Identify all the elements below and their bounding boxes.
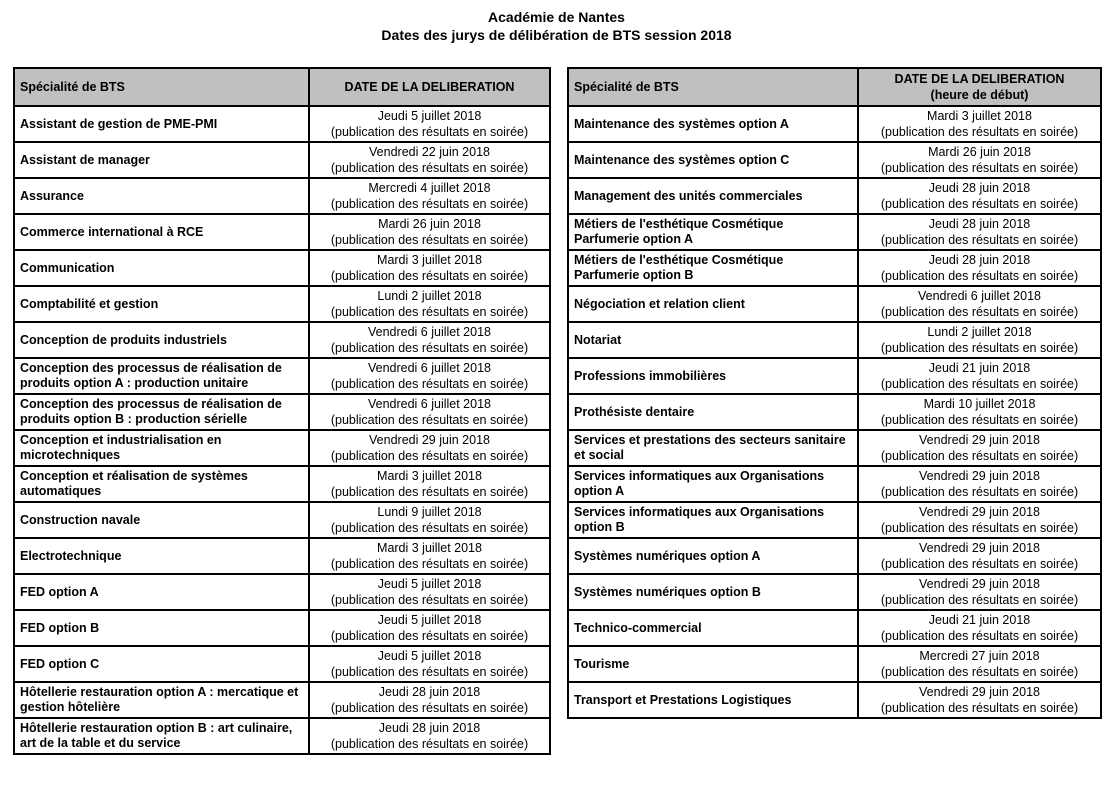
specialty-cell: Systèmes numériques option A — [568, 538, 858, 574]
specialty-column-header: Spécialité de BTS — [14, 68, 309, 106]
table-row — [14, 250, 550, 286]
date-cell — [309, 322, 550, 358]
publication-note: (publication des résultats en soirée) — [330, 485, 529, 499]
date-cell — [858, 682, 1101, 718]
date-column-header — [858, 68, 1101, 106]
publication-note: (publication des résultats en soirée) — [330, 197, 529, 211]
specialty-cell: Métiers de l'esthétique Cosmétique Parfumerie option A — [568, 214, 858, 250]
date-cell — [858, 646, 1101, 682]
specialty-cell: Prothésiste dentaire — [568, 394, 858, 430]
publication-note: (publication des résultats en soirée) — [330, 449, 529, 463]
table-row — [568, 610, 1101, 646]
table-row — [14, 502, 550, 538]
date-cell — [858, 250, 1101, 286]
specialty-cell: Technico-commercial — [568, 610, 858, 646]
tables-container — [13, 67, 1113, 755]
deliberation-date: Jeudi 5 juillet 2018 — [377, 649, 482, 663]
deliberation-date: Vendredi 29 juin 2018 — [919, 505, 1040, 519]
bts-table-right — [567, 67, 1102, 719]
specialty-cell: Services et prestations des secteurs sanitaire et social — [568, 430, 858, 466]
specialty-cell: Hôtellerie restauration option A : mercatique et gestion hôtelière — [14, 682, 309, 718]
date-cell — [309, 214, 550, 250]
publication-note: (publication des résultats en soirée) — [330, 233, 529, 247]
table-row — [14, 178, 550, 214]
table-right-body — [568, 106, 1101, 718]
publication-note: (publication des résultats en soirée) — [880, 269, 1079, 283]
date-cell — [309, 610, 550, 646]
bts-table-left — [13, 67, 551, 755]
publication-note: (publication des résultats en soirée) — [880, 593, 1079, 607]
specialty-cell: Systèmes numériques option B — [568, 574, 858, 610]
table-row — [568, 214, 1101, 250]
table-row — [568, 106, 1101, 142]
specialty-cell: Conception des processus de réalisation de produits option B : production sérielle — [14, 394, 309, 430]
specialty-cell: Maintenance des systèmes option C — [568, 142, 858, 178]
table-right-header — [568, 68, 1101, 106]
date-cell — [309, 394, 550, 430]
table-row — [568, 538, 1101, 574]
publication-note: (publication des résultats en soirée) — [880, 629, 1079, 643]
specialty-cell: Comptabilité et gestion — [14, 286, 309, 322]
publication-note: (publication des résultats en soirée) — [330, 305, 529, 319]
deliberation-date: Jeudi 21 juin 2018 — [928, 361, 1031, 375]
publication-note: (publication des résultats en soirée) — [880, 197, 1079, 211]
publication-note: (publication des résultats en soirée) — [880, 449, 1079, 463]
deliberation-date: Jeudi 5 juillet 2018 — [377, 109, 482, 123]
specialty-cell: Electrotechnique — [14, 538, 309, 574]
date-cell — [858, 394, 1101, 430]
deliberation-date: Vendredi 6 juillet 2018 — [367, 361, 491, 375]
publication-note: (publication des résultats en soirée) — [330, 269, 529, 283]
table-left-body — [14, 106, 550, 754]
table-row — [568, 646, 1101, 682]
specialty-cell: FED option B — [14, 610, 309, 646]
deliberation-date: Vendredi 6 juillet 2018 — [917, 289, 1041, 303]
table-row — [14, 718, 550, 754]
deliberation-date: Vendredi 29 juin 2018 — [919, 433, 1040, 447]
specialty-cell: Conception et industrialisation en microtechniques — [14, 430, 309, 466]
table-row — [568, 430, 1101, 466]
specialty-cell: Management des unités commerciales — [568, 178, 858, 214]
date-cell — [309, 646, 550, 682]
date-cell — [309, 286, 550, 322]
publication-note: (publication des résultats en soirée) — [880, 413, 1079, 427]
table-row — [14, 574, 550, 610]
table-row — [14, 466, 550, 502]
publication-note: (publication des résultats en soirée) — [330, 377, 529, 391]
deliberation-date: Mardi 3 juillet 2018 — [927, 109, 1032, 123]
date-column-header — [309, 68, 550, 106]
publication-note: (publication des résultats en soirée) — [880, 233, 1079, 247]
table-row — [568, 178, 1101, 214]
table-row — [568, 358, 1101, 394]
date-cell — [309, 466, 550, 502]
header-row — [14, 68, 550, 106]
specialty-cell: Conception de produits industriels — [14, 322, 309, 358]
table-row — [568, 682, 1101, 718]
page-title-line1: Académie de Nantes — [488, 9, 625, 25]
date-cell — [309, 250, 550, 286]
deliberation-date: Mardi 26 juin 2018 — [378, 217, 481, 231]
publication-note: (publication des résultats en soirée) — [880, 305, 1079, 319]
specialty-cell: FED option A — [14, 574, 309, 610]
specialty-cell: Construction navale — [14, 502, 309, 538]
date-header-line1: DATE DE LA DELIBERATION — [894, 72, 1065, 86]
publication-note: (publication des résultats en soirée) — [330, 737, 529, 751]
specialty-cell: Notariat — [568, 322, 858, 358]
deliberation-date: Vendredi 29 juin 2018 — [919, 469, 1040, 483]
deliberation-date: Mardi 3 juillet 2018 — [377, 541, 482, 555]
publication-note: (publication des résultats en soirée) — [880, 341, 1079, 355]
specialty-cell: Services informatiques aux Organisations option B — [568, 502, 858, 538]
deliberation-date: Jeudi 28 juin 2018 — [378, 721, 481, 735]
publication-note: (publication des résultats en soirée) — [330, 629, 529, 643]
table-row — [14, 106, 550, 142]
specialty-cell: Conception des processus de réalisation de produits option A : production unitaire — [14, 358, 309, 394]
date-cell — [858, 214, 1101, 250]
date-cell — [858, 574, 1101, 610]
date-cell — [309, 502, 550, 538]
date-cell — [309, 574, 550, 610]
date-cell — [858, 286, 1101, 322]
table-row — [568, 250, 1101, 286]
date-cell — [309, 106, 550, 142]
publication-note: (publication des résultats en soirée) — [330, 593, 529, 607]
date-cell — [858, 430, 1101, 466]
date-header-line1: DATE DE LA DELIBERATION — [344, 80, 515, 94]
specialty-cell: Tourisme — [568, 646, 858, 682]
specialty-cell: Communication — [14, 250, 309, 286]
table-row — [14, 430, 550, 466]
deliberation-date: Vendredi 29 juin 2018 — [919, 685, 1040, 699]
publication-note: (publication des résultats en soirée) — [330, 341, 529, 355]
date-cell — [309, 142, 550, 178]
specialty-cell: Assurance — [14, 178, 309, 214]
date-cell — [309, 430, 550, 466]
publication-note: (publication des résultats en soirée) — [880, 665, 1079, 679]
date-cell — [858, 142, 1101, 178]
page-title — [0, 8, 1113, 44]
date-cell — [858, 538, 1101, 574]
deliberation-date: Jeudi 5 juillet 2018 — [377, 577, 482, 591]
deliberation-date: Mardi 3 juillet 2018 — [377, 253, 482, 267]
deliberation-date: Mercredi 4 juillet 2018 — [368, 181, 491, 195]
publication-note: (publication des résultats en soirée) — [880, 125, 1079, 139]
date-cell — [309, 718, 550, 754]
publication-note: (publication des résultats en soirée) — [880, 701, 1079, 715]
publication-note: (publication des résultats en soirée) — [330, 521, 529, 535]
table-left-header — [14, 68, 550, 106]
publication-note: (publication des résultats en soirée) — [330, 665, 529, 679]
table-row — [568, 466, 1101, 502]
publication-note: (publication des résultats en soirée) — [880, 161, 1079, 175]
deliberation-date: Lundi 2 juillet 2018 — [377, 289, 482, 303]
date-cell — [858, 466, 1101, 502]
date-cell — [858, 178, 1101, 214]
date-header-line2: (heure de début) — [930, 88, 1029, 102]
publication-note: (publication des résultats en soirée) — [880, 557, 1079, 571]
deliberation-date: Vendredi 29 juin 2018 — [369, 433, 490, 447]
deliberation-date: Jeudi 5 juillet 2018 — [377, 613, 482, 627]
table-row — [14, 322, 550, 358]
table-row — [14, 538, 550, 574]
publication-note: (publication des résultats en soirée) — [330, 557, 529, 571]
publication-note: (publication des résultats en soirée) — [880, 485, 1079, 499]
table-row — [14, 610, 550, 646]
deliberation-date: Jeudi 28 juin 2018 — [928, 181, 1031, 195]
table-row — [14, 142, 550, 178]
date-cell — [858, 322, 1101, 358]
specialty-cell: Assistant de gestion de PME-PMI — [14, 106, 309, 142]
specialty-cell: Commerce international à RCE — [14, 214, 309, 250]
specialty-cell: Services informatiques aux Organisations option A — [568, 466, 858, 502]
table-row — [14, 214, 550, 250]
deliberation-date: Vendredi 6 juillet 2018 — [367, 397, 491, 411]
specialty-cell: Transport et Prestations Logistiques — [568, 682, 858, 718]
table-row — [14, 286, 550, 322]
deliberation-date: Vendredi 29 juin 2018 — [919, 577, 1040, 591]
specialty-cell: Professions immobilières — [568, 358, 858, 394]
date-cell — [858, 502, 1101, 538]
header-row — [568, 68, 1101, 106]
deliberation-date: Vendredi 22 juin 2018 — [369, 145, 490, 159]
deliberation-date: Jeudi 21 juin 2018 — [928, 613, 1031, 627]
table-row — [568, 502, 1101, 538]
table-row — [14, 394, 550, 430]
publication-note: (publication des résultats en soirée) — [330, 125, 529, 139]
deliberation-date: Mardi 3 juillet 2018 — [377, 469, 482, 483]
table-row — [568, 394, 1101, 430]
deliberation-date: Lundi 9 juillet 2018 — [377, 505, 482, 519]
date-cell — [858, 358, 1101, 394]
table-row — [14, 358, 550, 394]
specialty-cell: Hôtellerie restauration option B : art culinaire, art de la table et du service — [14, 718, 309, 754]
specialty-cell: Conception et réalisation de systèmes automatiques — [14, 466, 309, 502]
table-row — [568, 322, 1101, 358]
specialty-cell: Maintenance des systèmes option A — [568, 106, 858, 142]
deliberation-date: Mardi 26 juin 2018 — [928, 145, 1031, 159]
date-cell — [858, 610, 1101, 646]
deliberation-date: Vendredi 29 juin 2018 — [919, 541, 1040, 555]
specialty-cell: Assistant de manager — [14, 142, 309, 178]
specialty-cell: Négociation et relation client — [568, 286, 858, 322]
deliberation-date: Jeudi 28 juin 2018 — [378, 685, 481, 699]
table-row — [568, 286, 1101, 322]
publication-note: (publication des résultats en soirée) — [880, 377, 1079, 391]
date-cell — [309, 682, 550, 718]
deliberation-date: Jeudi 28 juin 2018 — [928, 217, 1031, 231]
specialty-column-header: Spécialité de BTS — [568, 68, 858, 106]
publication-note: (publication des résultats en soirée) — [330, 701, 529, 715]
page-title-line2: Dates des jurys de délibération de BTS session 2018 — [381, 27, 732, 43]
specialty-cell: FED option C — [14, 646, 309, 682]
date-cell — [309, 538, 550, 574]
date-cell — [858, 106, 1101, 142]
publication-note: (publication des résultats en soirée) — [330, 413, 529, 427]
publication-note: (publication des résultats en soirée) — [880, 521, 1079, 535]
deliberation-date: Lundi 2 juillet 2018 — [927, 325, 1032, 339]
table-row — [568, 574, 1101, 610]
deliberation-date: Mardi 10 juillet 2018 — [923, 397, 1036, 411]
specialty-cell: Métiers de l'esthétique Cosmétique Parfumerie option B — [568, 250, 858, 286]
deliberation-date: Mercredi 27 juin 2018 — [919, 649, 1040, 663]
publication-note: (publication des résultats en soirée) — [330, 161, 529, 175]
table-row — [568, 142, 1101, 178]
table-row — [14, 646, 550, 682]
table-row — [14, 682, 550, 718]
deliberation-date: Jeudi 28 juin 2018 — [928, 253, 1031, 267]
date-cell — [309, 178, 550, 214]
deliberation-date: Vendredi 6 juillet 2018 — [367, 325, 491, 339]
date-cell — [309, 358, 550, 394]
